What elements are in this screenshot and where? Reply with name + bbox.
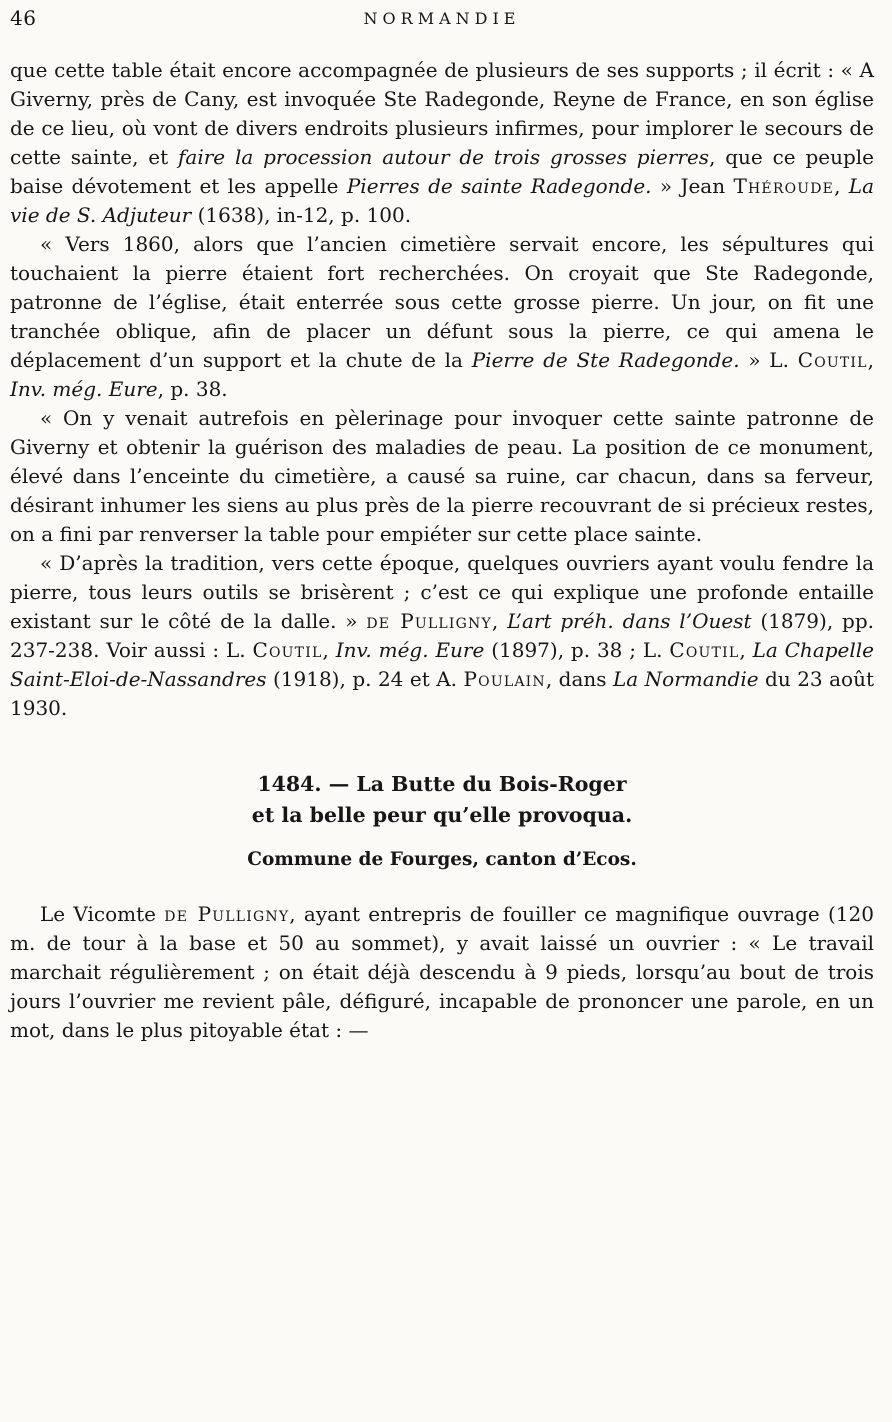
text-segment-normal: » Jean bbox=[651, 174, 734, 198]
text-blocks bbox=[10, 56, 874, 1045]
paragraph bbox=[10, 549, 874, 723]
section-heading: 1484. — La Butte du Bois-Roger et la belle peur qu’elle provoqua. bbox=[251, 772, 633, 827]
text-segment-smallcaps: de Pulligny bbox=[164, 902, 290, 926]
text-segment-normal: , bbox=[867, 348, 874, 372]
text-segment-normal: que cette table était encore accompagnée de plusieurs de ses supports ; il écrit : « A Giverny, près de Cany, est invoquée Ste Radegonde, Reyne de France, en son église de ce lieu, où vont de divers endroits plusieurs infirmes, pour implorer le secours de cette sainte, et bbox=[10, 58, 874, 169]
paragraph bbox=[10, 404, 874, 549]
paragraph bbox=[10, 56, 874, 230]
text-segment-smallcaps: Théroude bbox=[733, 174, 835, 198]
text-segment-normal: , ayant entrepris de fouiller ce magnifique ouvrage (120 m. de tour à la base et 50 au sommet), y avait laissé un ouvrier : « Le travail marchait régulièrement ; on était déjà descendu à 9 pieds, lorsqu’au bout de trois jours l’ouvrier me revient pâle, défiguré, incapable de prononcer une parole, en un mot, dans le plus pitoyable état : — bbox=[10, 902, 874, 1042]
text-segment-italic: Pierre de Ste Radegonde. bbox=[471, 348, 740, 372]
running-head bbox=[10, 6, 874, 36]
text-segment-italic: La Chapelle Saint-Eloi-de-Nassandres bbox=[10, 638, 875, 691]
text-segment-italic: Inv. még. Eure bbox=[335, 638, 485, 662]
text-segment-italic: Inv. még. Eure bbox=[10, 377, 158, 401]
text-segment-normal: Le Vicomte bbox=[40, 902, 165, 926]
text-segment-normal: » L. bbox=[739, 348, 798, 372]
text-segment-normal: « Vers 1860, alors que l’ancien cimetière servait encore, les sépultures qui touchaient la pierre étaient fort recherchées. On croyait que Ste Radegonde, patronne de l’église, était enterrée sous cette grosse pierre. Un jour, on fit une tranchée oblique, afin de placer un défunt sous la pierre, ce qui amena le déplacement d’un support et la chute de la bbox=[10, 232, 874, 372]
text-segment-normal: , bbox=[739, 638, 753, 662]
text-segment-italic: L’art préh. dans l’Ouest bbox=[507, 609, 752, 633]
text-segment-normal: , p. 38. bbox=[157, 377, 228, 401]
text-segment-normal: , bbox=[491, 609, 508, 633]
text-segment-normal: (1638), in-12, p. 100. bbox=[191, 203, 412, 227]
text-segment-italic: La Normandie bbox=[612, 667, 759, 691]
text-segment-italic: La vie de S. Adjuteur bbox=[10, 174, 875, 227]
text-segment-italic: Pierres de sainte Radegonde. bbox=[346, 174, 652, 198]
text-segment-normal: (1897), p. 38 ; L. bbox=[484, 638, 670, 662]
text-segment-normal: , dans bbox=[545, 667, 613, 691]
text-segment-normal: , bbox=[322, 638, 336, 662]
text-segment-normal: du 23 août 1930. bbox=[10, 667, 875, 720]
text-segment-normal: « D’après la tradition, vers cette époque, quelques ouvriers ayant voulu fendre la pierre, tous leurs outils se brisèrent ; c’est ce qui explique une profonde entaille existant sur le côté de la dalle. » bbox=[10, 551, 874, 633]
text-segment-normal: , que ce peuple baise dévotement et les appelle bbox=[10, 145, 875, 198]
text-segment-normal: « On y venait autrefois en pèlerinage pour invoquer cette sainte patronne de Giverny et obtenir la guérison des maladies de peau. La position de ce monument, élevé dans l’enceinte du cimetière, a causé sa ruine, car chacun, dans sa ferveur, désirant inhumer les siens au plus près de la pierre recouvrant de si précieux restes, on a fini par renverser la table pour empiéter sur cette place sainte. bbox=[10, 406, 874, 546]
paragraph bbox=[10, 230, 874, 404]
text-segment-smallcaps: de Pulligny bbox=[366, 609, 492, 633]
text-segment-smallcaps: Poulain bbox=[463, 667, 546, 691]
page-number: 46 bbox=[10, 6, 37, 30]
text-segment-smallcaps: Coutil bbox=[252, 638, 323, 662]
running-title: NORMANDIE bbox=[363, 9, 521, 28]
text-segment-normal: (1918), p. 24 et A. bbox=[266, 667, 464, 691]
paragraph bbox=[10, 900, 874, 1045]
text-segment-italic: faire la procession autour de trois grosses pierres bbox=[178, 145, 710, 169]
text-segment-normal: , bbox=[834, 174, 849, 198]
text-segment-smallcaps: Coutil bbox=[797, 348, 868, 372]
section-subheading: Commune de Fourges, canton d’Ecos. bbox=[247, 849, 637, 870]
text-segment-smallcaps: Coutil bbox=[669, 638, 740, 662]
text-segment-normal: (1879), pp. 237-238. Voir aussi : L. bbox=[10, 609, 874, 662]
